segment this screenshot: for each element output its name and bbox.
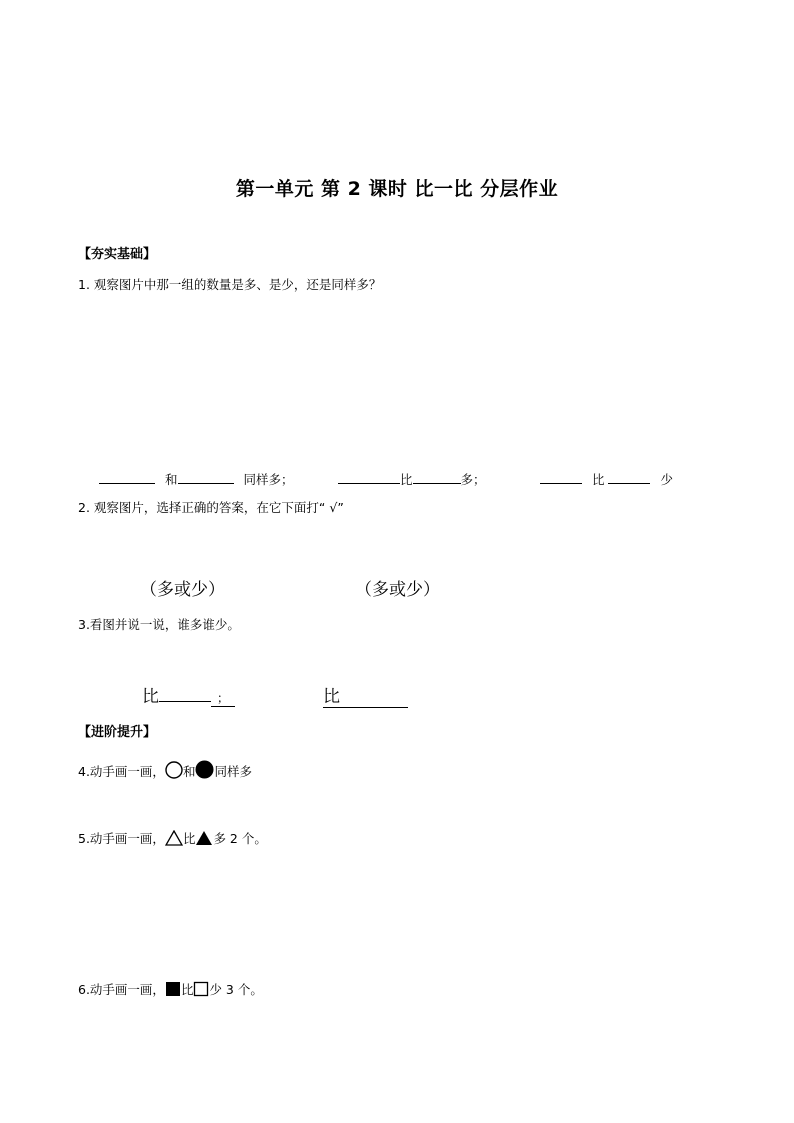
question-6-prefix: 6.动手画一画， bbox=[78, 982, 165, 997]
hollow-circle-icon bbox=[165, 761, 183, 779]
question-5-text bbox=[78, 829, 267, 847]
bi-label: 比 bbox=[142, 687, 159, 707]
answer-blank[interactable] bbox=[413, 470, 461, 484]
answer-blank[interactable] bbox=[178, 470, 234, 484]
more-label: 多； bbox=[460, 472, 486, 487]
bi-label: 比 bbox=[180, 982, 194, 997]
question-3-text: 3.看图并说一说，谁多谁少。 bbox=[78, 617, 240, 632]
section-basic-heading: 【夯实基础】 bbox=[78, 247, 157, 262]
section-advanced-heading: 【进阶提升】 bbox=[78, 725, 157, 740]
bi-label: 比 bbox=[400, 472, 413, 487]
hollow-square-icon bbox=[193, 981, 209, 997]
question-5-suffix: 多 2 个。 bbox=[213, 831, 267, 846]
question-6-text bbox=[78, 980, 263, 998]
answer-blank[interactable] bbox=[159, 685, 211, 702]
question-2-text: 2. 观察图片，选择正确的答案，在它下面打“ √” bbox=[78, 500, 344, 515]
less-label: 少 bbox=[660, 472, 673, 487]
question-1-text: 1. 观察图片中那一组的数量是多、是少，还是同样多？ bbox=[78, 277, 382, 292]
question-3-answer-2 bbox=[323, 682, 408, 708]
question-3-answer-1 bbox=[142, 682, 235, 707]
bi-label: 比 bbox=[182, 831, 196, 846]
hollow-triangle-icon bbox=[165, 830, 183, 846]
answer-blank[interactable] bbox=[540, 470, 582, 484]
question-4-suffix: 同样多 bbox=[214, 764, 252, 779]
question-1-answer-row-3 bbox=[540, 470, 673, 488]
filled-triangle-icon bbox=[195, 830, 213, 846]
filled-square-icon bbox=[165, 981, 181, 997]
semicolon: ； bbox=[211, 689, 235, 707]
question-1-answer-row-2 bbox=[338, 470, 486, 488]
filled-circle-icon bbox=[195, 760, 214, 779]
question-1-answer-row bbox=[99, 470, 294, 488]
bi-label: 比 bbox=[591, 472, 605, 487]
question-5-prefix: 5.动手画一画， bbox=[78, 831, 165, 846]
question-6-suffix: 少 3 个。 bbox=[209, 982, 263, 997]
bi-label: 比 bbox=[323, 687, 340, 707]
answer-blank[interactable] bbox=[338, 470, 400, 484]
and-label: 和 bbox=[164, 472, 178, 487]
answer-blank[interactable] bbox=[99, 470, 155, 484]
same-label: 同样多； bbox=[243, 472, 294, 487]
question-4-text bbox=[78, 760, 252, 780]
option-more-or-less: （多或少） bbox=[355, 580, 440, 600]
answer-blank[interactable] bbox=[608, 470, 650, 484]
and-label: 和 bbox=[182, 764, 196, 779]
page-title: 第一单元 第 2 课时 比一比 分层作业 bbox=[235, 178, 559, 200]
question-4-prefix: 4.动手画一画， bbox=[78, 764, 165, 779]
option-more-or-less: （多或少） bbox=[140, 580, 225, 600]
